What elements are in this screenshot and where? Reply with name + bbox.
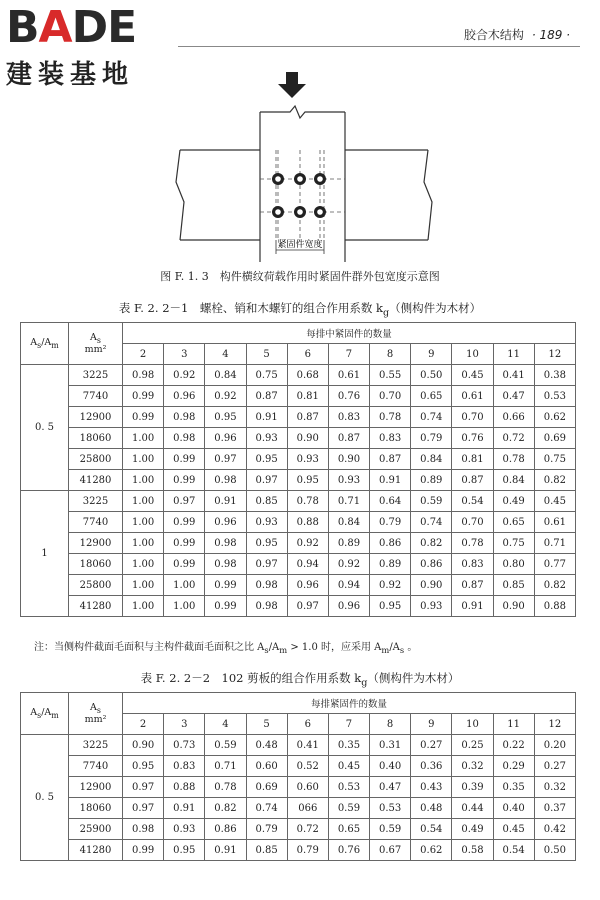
value-cell: 0.86 xyxy=(205,819,246,840)
value-cell: 1.00 xyxy=(123,596,164,617)
value-cell: 0.78 xyxy=(205,777,246,798)
value-cell: 0.87 xyxy=(287,407,328,428)
value-cell: 0.94 xyxy=(287,554,328,575)
section-title: 胶合木结构 xyxy=(463,28,524,42)
value-cell: 0.79 xyxy=(370,512,411,533)
value-cell: 0.99 xyxy=(205,575,246,596)
value-cell: 0.99 xyxy=(164,449,205,470)
table-row xyxy=(21,533,576,554)
value-cell: 0.76 xyxy=(452,428,493,449)
value-cell: 0.82 xyxy=(534,470,575,491)
count-header: 8 xyxy=(370,344,411,365)
value-cell: 0.96 xyxy=(205,428,246,449)
value-cell: 0.39 xyxy=(452,777,493,798)
value-cell: 0.95 xyxy=(370,596,411,617)
value-cell: 0.40 xyxy=(493,798,534,819)
value-cell: 0.97 xyxy=(123,798,164,819)
value-cell: 0.98 xyxy=(246,596,287,617)
value-cell: 0.79 xyxy=(287,840,328,861)
value-cell: 0.92 xyxy=(328,554,369,575)
count-header: 3 xyxy=(164,714,205,735)
count-header: 10 xyxy=(452,714,493,735)
value-cell: 0.80 xyxy=(493,554,534,575)
logo-wordmark: BADE xyxy=(6,2,137,53)
value-cell: 0.91 xyxy=(370,470,411,491)
value-cell: 0.44 xyxy=(452,798,493,819)
value-cell: 0.98 xyxy=(164,407,205,428)
table1-title: 表 F. 2. 2－1 螺栓、销和木螺钉的组合作用系数 $k_g$（侧构件为木材） xyxy=(118,301,482,319)
value-cell: 0.76 xyxy=(328,840,369,861)
area-cell: 25800 xyxy=(69,575,123,596)
value-cell: 0.85 xyxy=(493,575,534,596)
table-row xyxy=(21,777,576,798)
figure-caption: 图 F. 1. 3 构件横纹荷载作用时紧固件群外包宽度示意图 xyxy=(160,270,440,283)
value-cell: 0.70 xyxy=(370,386,411,407)
value-cell: 0.90 xyxy=(411,575,452,596)
count-header: 9 xyxy=(411,344,452,365)
value-cell: 1.00 xyxy=(123,491,164,512)
value-cell: 0.87 xyxy=(452,470,493,491)
table-row xyxy=(21,554,576,575)
value-cell: 0.75 xyxy=(493,533,534,554)
value-cell: 0.84 xyxy=(328,512,369,533)
count-header: 4 xyxy=(205,344,246,365)
value-cell: 0.74 xyxy=(411,512,452,533)
value-cell: 0.53 xyxy=(328,777,369,798)
value-cell: 0.25 xyxy=(452,735,493,756)
value-cell: 0.55 xyxy=(370,365,411,386)
value-cell: 0.92 xyxy=(205,386,246,407)
value-cell: 0.92 xyxy=(370,575,411,596)
value-cell: 0.83 xyxy=(328,407,369,428)
value-cell: 0.89 xyxy=(411,470,452,491)
value-cell: 0.78 xyxy=(287,491,328,512)
value-cell: 0.65 xyxy=(493,512,534,533)
value-cell: 0.36 xyxy=(411,756,452,777)
value-cell: 0.47 xyxy=(493,386,534,407)
value-cell: 0.41 xyxy=(287,735,328,756)
count-header: 11 xyxy=(493,344,534,365)
value-cell: 0.98 xyxy=(205,554,246,575)
page-number: · 189 · xyxy=(531,28,570,42)
table2 xyxy=(20,692,576,861)
value-cell: 0.81 xyxy=(452,449,493,470)
value-cell: 0.89 xyxy=(328,533,369,554)
value-cell: 0.69 xyxy=(534,428,575,449)
side-member xyxy=(176,150,432,240)
value-cell: 0.70 xyxy=(452,407,493,428)
area-cell: 41280 xyxy=(69,596,123,617)
value-cell: 0.54 xyxy=(411,819,452,840)
value-cell: 0.35 xyxy=(493,777,534,798)
count-group-header: 每排中紧固件的数量 xyxy=(123,323,576,344)
value-cell: 0.78 xyxy=(452,533,493,554)
area-cell: 18060 xyxy=(69,554,123,575)
count-header: 5 xyxy=(246,344,287,365)
value-cell: 0.48 xyxy=(411,798,452,819)
value-cell: 0.50 xyxy=(534,840,575,861)
table1 xyxy=(20,322,576,617)
area-cell: 3225 xyxy=(69,365,123,386)
value-cell: 1.00 xyxy=(123,554,164,575)
value-cell: 0.37 xyxy=(534,798,575,819)
count-header: 11 xyxy=(493,714,534,735)
value-cell: 0.59 xyxy=(328,798,369,819)
table-row xyxy=(21,735,576,756)
value-cell: 0.95 xyxy=(205,407,246,428)
area-cell: 41280 xyxy=(69,470,123,491)
value-cell: 0.84 xyxy=(493,470,534,491)
count-header: 2 xyxy=(123,344,164,365)
value-cell: 0.61 xyxy=(534,512,575,533)
value-cell: 0.61 xyxy=(452,386,493,407)
value-cell: 0.75 xyxy=(246,365,287,386)
value-cell: 0.61 xyxy=(328,365,369,386)
area-cell: 12900 xyxy=(69,407,123,428)
table-row xyxy=(21,596,576,617)
count-header: 2 xyxy=(123,714,164,735)
count-header: 12 xyxy=(534,714,575,735)
value-cell: 0.62 xyxy=(411,840,452,861)
value-cell: 0.50 xyxy=(411,365,452,386)
area-header: $A_s$ mm² xyxy=(69,693,123,735)
value-cell: 0.93 xyxy=(246,428,287,449)
value-cell: 0.95 xyxy=(287,470,328,491)
value-cell: 0.71 xyxy=(328,491,369,512)
logo-subtitle: 建装基地 xyxy=(6,60,135,90)
value-cell: 0.48 xyxy=(246,735,287,756)
value-cell: 0.31 xyxy=(370,735,411,756)
value-cell: 0.58 xyxy=(452,840,493,861)
value-cell: 0.95 xyxy=(246,449,287,470)
value-cell: 0.49 xyxy=(452,819,493,840)
ratio-cell: 1 xyxy=(21,491,69,617)
value-cell: 0.59 xyxy=(205,735,246,756)
load-arrow-icon xyxy=(278,72,306,98)
value-cell: 0.20 xyxy=(534,735,575,756)
header-rule xyxy=(178,46,580,47)
ratio-cell: 0. 5 xyxy=(21,365,69,491)
value-cell: 0.87 xyxy=(452,575,493,596)
value-cell: 0.70 xyxy=(452,512,493,533)
value-cell: 0.45 xyxy=(328,756,369,777)
value-cell: 0.85 xyxy=(246,840,287,861)
table1-note: 注：当侧构件截面毛面积与主构件截面毛面积之比 $A_s/A_m > 1.0$ 时，应采用 $A_m/A_s$ 。 xyxy=(34,642,418,655)
table-row xyxy=(21,386,576,407)
value-cell: 0.98 xyxy=(205,533,246,554)
value-cell: 0.90 xyxy=(287,428,328,449)
value-cell: 0.93 xyxy=(328,470,369,491)
value-cell: 0.91 xyxy=(246,407,287,428)
value-cell: 0.77 xyxy=(534,554,575,575)
fastener-centerlines xyxy=(260,150,345,240)
value-cell: 0.96 xyxy=(164,386,205,407)
value-cell: 0.60 xyxy=(246,756,287,777)
table-row xyxy=(21,819,576,840)
value-cell: 0.90 xyxy=(123,735,164,756)
value-cell: 066 xyxy=(287,798,328,819)
value-cell: 0.95 xyxy=(164,840,205,861)
value-cell: 0.99 xyxy=(164,533,205,554)
value-cell: 1.00 xyxy=(164,575,205,596)
value-cell: 0.38 xyxy=(534,365,575,386)
area-cell: 7740 xyxy=(69,512,123,533)
area-cell: 25800 xyxy=(69,449,123,470)
value-cell: 0.83 xyxy=(370,428,411,449)
value-cell: 0.84 xyxy=(205,365,246,386)
value-cell: 0.49 xyxy=(493,491,534,512)
value-cell: 0.91 xyxy=(452,596,493,617)
table2-title: 表 F. 2. 2－2 102 剪板的组合作用系数 $k_g$（侧构件为木材） xyxy=(140,671,460,689)
value-cell: 1.00 xyxy=(123,512,164,533)
fastener-group-figure xyxy=(150,62,450,262)
value-cell: 1.00 xyxy=(123,533,164,554)
count-header: 12 xyxy=(534,344,575,365)
value-cell: 0.79 xyxy=(246,819,287,840)
value-cell: 1.00 xyxy=(123,449,164,470)
value-cell: 0.60 xyxy=(287,777,328,798)
value-cell: 0.94 xyxy=(328,575,369,596)
value-cell: 0.99 xyxy=(123,386,164,407)
value-cell: 0.95 xyxy=(246,533,287,554)
value-cell: 0.74 xyxy=(411,407,452,428)
table-row xyxy=(21,512,576,533)
value-cell: 0.71 xyxy=(205,756,246,777)
area-cell: 7740 xyxy=(69,386,123,407)
value-cell: 0.67 xyxy=(370,840,411,861)
value-cell: 1.00 xyxy=(123,575,164,596)
value-cell: 0.91 xyxy=(205,491,246,512)
count-header: 10 xyxy=(452,344,493,365)
area-cell: 3225 xyxy=(69,491,123,512)
value-cell: 0.65 xyxy=(328,819,369,840)
value-cell: 0.66 xyxy=(493,407,534,428)
value-cell: 0.71 xyxy=(534,533,575,554)
value-cell: 0.32 xyxy=(452,756,493,777)
value-cell: 0.91 xyxy=(164,798,205,819)
value-cell: 0.99 xyxy=(164,512,205,533)
value-cell: 0.35 xyxy=(328,735,369,756)
area-cell: 7740 xyxy=(69,756,123,777)
table-row xyxy=(21,470,576,491)
value-cell: 0.86 xyxy=(411,554,452,575)
running-head xyxy=(464,26,570,43)
value-cell: 0.47 xyxy=(370,777,411,798)
value-cell: 0.93 xyxy=(246,512,287,533)
value-cell: 0.41 xyxy=(493,365,534,386)
count-header: 3 xyxy=(164,344,205,365)
value-cell: 0.22 xyxy=(493,735,534,756)
value-cell: 0.89 xyxy=(370,554,411,575)
count-header: 6 xyxy=(287,714,328,735)
value-cell: 0.78 xyxy=(370,407,411,428)
area-cell: 3225 xyxy=(69,735,123,756)
value-cell: 0.99 xyxy=(164,470,205,491)
value-cell: 0.87 xyxy=(246,386,287,407)
value-cell: 0.91 xyxy=(205,840,246,861)
count-header: 8 xyxy=(370,714,411,735)
value-cell: 0.84 xyxy=(411,449,452,470)
table-row xyxy=(21,428,576,449)
count-header: 4 xyxy=(205,714,246,735)
value-cell: 0.73 xyxy=(164,735,205,756)
table-row xyxy=(21,449,576,470)
value-cell: 0.62 xyxy=(534,407,575,428)
value-cell: 0.59 xyxy=(370,819,411,840)
value-cell: 0.78 xyxy=(493,449,534,470)
value-cell: 0.59 xyxy=(411,491,452,512)
table-row xyxy=(21,407,576,428)
value-cell: 0.88 xyxy=(534,596,575,617)
value-cell: 0.43 xyxy=(411,777,452,798)
value-cell: 0.83 xyxy=(452,554,493,575)
count-header: 6 xyxy=(287,344,328,365)
value-cell: 0.87 xyxy=(328,428,369,449)
value-cell: 0.97 xyxy=(123,777,164,798)
count-group-header: 每排紧固件的数量 xyxy=(123,693,576,714)
value-cell: 0.97 xyxy=(246,554,287,575)
area-header: $A_s$ mm² xyxy=(69,323,123,365)
value-cell: 0.42 xyxy=(534,819,575,840)
value-cell: 0.99 xyxy=(164,554,205,575)
value-cell: 0.82 xyxy=(205,798,246,819)
value-cell: 0.97 xyxy=(246,470,287,491)
value-cell: 0.75 xyxy=(534,449,575,470)
value-cell: 0.96 xyxy=(328,596,369,617)
value-cell: 0.99 xyxy=(123,840,164,861)
value-cell: 0.64 xyxy=(370,491,411,512)
value-cell: 0.92 xyxy=(164,365,205,386)
value-cell: 1.00 xyxy=(123,470,164,491)
value-cell: 0.76 xyxy=(328,386,369,407)
value-cell: 0.99 xyxy=(123,407,164,428)
area-cell: 12900 xyxy=(69,533,123,554)
ratio-header: $A_s/A_m$ xyxy=(21,693,69,735)
value-cell: 0.90 xyxy=(328,449,369,470)
value-cell: 0.90 xyxy=(493,596,534,617)
ratio-cell: 0. 5 xyxy=(21,735,69,861)
area-cell: 18060 xyxy=(69,798,123,819)
area-cell: 25900 xyxy=(69,819,123,840)
table-row xyxy=(21,756,576,777)
value-cell: 0.98 xyxy=(205,470,246,491)
table-row xyxy=(21,491,576,512)
value-cell: 0.29 xyxy=(493,756,534,777)
fastener-width-label: 紧固件宽度 xyxy=(277,240,323,250)
value-cell: 0.68 xyxy=(287,365,328,386)
value-cell: 0.81 xyxy=(287,386,328,407)
value-cell: 0.92 xyxy=(287,533,328,554)
value-cell: 0.98 xyxy=(246,575,287,596)
table-row xyxy=(21,840,576,861)
count-header: 5 xyxy=(246,714,287,735)
value-cell: 1.00 xyxy=(123,428,164,449)
value-cell: 0.93 xyxy=(411,596,452,617)
value-cell: 0.54 xyxy=(493,840,534,861)
value-cell: 0.72 xyxy=(287,819,328,840)
value-cell: 0.93 xyxy=(287,449,328,470)
table-row xyxy=(21,575,576,596)
ratio-header: $A_s/A_m$ xyxy=(21,323,69,365)
value-cell: 0.85 xyxy=(246,491,287,512)
count-header: 7 xyxy=(328,344,369,365)
value-cell: 0.98 xyxy=(123,819,164,840)
value-cell: 0.82 xyxy=(411,533,452,554)
value-cell: 0.86 xyxy=(370,533,411,554)
value-cell: 0.53 xyxy=(370,798,411,819)
value-cell: 0.32 xyxy=(534,777,575,798)
value-cell: 0.87 xyxy=(370,449,411,470)
value-cell: 0.98 xyxy=(123,365,164,386)
value-cell: 0.88 xyxy=(164,777,205,798)
value-cell: 0.97 xyxy=(164,491,205,512)
value-cell: 0.27 xyxy=(534,756,575,777)
value-cell: 0.45 xyxy=(452,365,493,386)
value-cell: 0.99 xyxy=(205,596,246,617)
area-cell: 41280 xyxy=(69,840,123,861)
value-cell: 0.79 xyxy=(411,428,452,449)
value-cell: 1.00 xyxy=(164,596,205,617)
value-cell: 0.93 xyxy=(164,819,205,840)
value-cell: 0.96 xyxy=(205,512,246,533)
value-cell: 0.97 xyxy=(205,449,246,470)
value-cell: 0.45 xyxy=(534,491,575,512)
value-cell: 0.69 xyxy=(246,777,287,798)
table-row xyxy=(21,365,576,386)
value-cell: 0.54 xyxy=(452,491,493,512)
value-cell: 0.97 xyxy=(287,596,328,617)
value-cell: 0.52 xyxy=(287,756,328,777)
area-cell: 12900 xyxy=(69,777,123,798)
value-cell: 0.53 xyxy=(534,386,575,407)
area-cell: 18060 xyxy=(69,428,123,449)
value-cell: 0.83 xyxy=(164,756,205,777)
value-cell: 0.72 xyxy=(493,428,534,449)
value-cell: 0.98 xyxy=(164,428,205,449)
value-cell: 0.40 xyxy=(370,756,411,777)
value-cell: 0.82 xyxy=(534,575,575,596)
count-header: 9 xyxy=(411,714,452,735)
value-cell: 0.95 xyxy=(123,756,164,777)
value-cell: 0.96 xyxy=(287,575,328,596)
value-cell: 0.74 xyxy=(246,798,287,819)
value-cell: 0.65 xyxy=(411,386,452,407)
value-cell: 0.27 xyxy=(411,735,452,756)
count-header: 7 xyxy=(328,714,369,735)
value-cell: 0.45 xyxy=(493,819,534,840)
value-cell: 0.88 xyxy=(287,512,328,533)
table-row xyxy=(21,798,576,819)
